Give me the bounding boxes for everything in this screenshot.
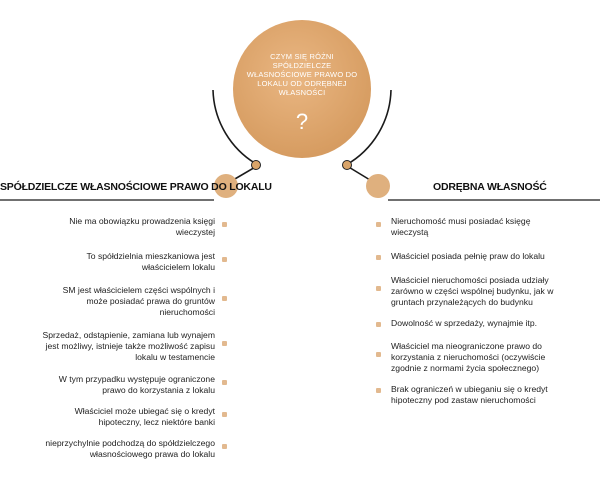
- left-bullet-1: [222, 222, 227, 227]
- central-question-text: CZYM SIĘ RÓŻNI SPÓŁDZIELCZE WŁASNOŚCIOWE PRAWO DO LOKALU OD ODRĘBNEJ WŁASNOŚCI: [246, 51, 358, 97]
- left-bullet-5: [222, 380, 227, 385]
- right-bullet-5: [376, 352, 381, 357]
- right-item-2: Właściciel posiada pełnię praw do lokalu: [391, 251, 545, 261]
- right-bullet-6: [376, 388, 381, 393]
- right-heading: ODRĘBNA WŁASNOŚĆ: [433, 181, 547, 193]
- right-category-node: [366, 174, 390, 198]
- left-bullet-3: [222, 296, 227, 301]
- right-item-6: Brak ograniczeń w ubieganiu się o kredyt hipoteczny pod zastaw nieruchomości: [391, 384, 548, 405]
- left-bullet-4: [222, 341, 227, 346]
- left-item-1: Nie ma obowiązku prowadzenia księgi wieczystej: [69, 216, 215, 237]
- left-bullet-7: [222, 444, 227, 449]
- right-bullet-4: [376, 322, 381, 327]
- right-bullet-3: [376, 286, 381, 291]
- right-item-3: Właściciel nieruchomości posiada udziały zarówno w części wspólnej budynku, jak w gruntach przynależących do budynku: [391, 275, 554, 307]
- right-item-1: Nieruchomość musi posiadać księgę wieczystą: [391, 216, 531, 237]
- left-item-2: To spółdzielnia mieszkaniowa jest właścicielem lokalu: [86, 251, 215, 272]
- left-item-3: SM jest właścicielem części wspólnych i może posiadać prawa do gruntów nieruchomości: [62, 285, 215, 317]
- right-bullet-1: [376, 222, 381, 227]
- left-item-5: W tym przypadku występuje ograniczone prawo do korzystania z lokalu: [58, 374, 215, 395]
- right-junction-node: [342, 160, 352, 170]
- left-item-4: Sprzedaż, odstąpienie, zamiana lub wynajem jest możliwy, istnieje także możliwość zapisu lokalu w testamencie: [42, 330, 215, 362]
- central-question-circle: [233, 20, 371, 158]
- left-bullet-2: [222, 257, 227, 262]
- right-bullet-2: [376, 255, 381, 260]
- left-bullet-6: [222, 412, 227, 417]
- question-mark: ?: [295, 108, 309, 134]
- right-item-4: Dowolność w sprzedaży, wynajmie itp.: [391, 318, 537, 328]
- left-junction-node: [251, 160, 261, 170]
- left-heading: SPÓŁDZIELCZE WŁASNOŚCIOWE PRAWO DO LOKALU: [0, 181, 272, 193]
- right-item-5: Właściciel ma nieograniczone prawo do korzystania z nieruchomości (oczywiście zgodnie z normami życia społecznego): [391, 341, 546, 373]
- left-item-7: nieprzychylnie podchodzą do spółdzielczego własnościowego prawa do lokalu: [45, 438, 215, 459]
- left-item-6: Właściciel może ubiegać się o kredyt hipoteczny, lecz niektóre banki: [74, 406, 215, 427]
